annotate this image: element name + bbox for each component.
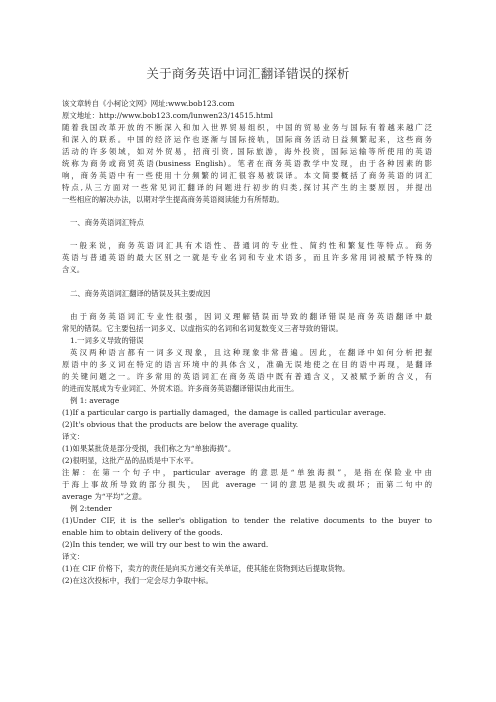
intro-line: 特点,从三方面对一些常见词汇翻译的问题进行初步的归类,探讨其产生的主要原因，并提出 — [62, 183, 432, 192]
example-translation: (2)在这次投标中，我们一定会尽力争取中标。 — [62, 576, 213, 585]
example-sentence: (1)If a particular cargo is partially damaged，the damage is called particular average. — [62, 408, 386, 417]
example-label: 例 1: average — [70, 396, 120, 405]
example-label: 例 2:tender — [70, 504, 112, 513]
example-sentence: (1)Under CIF, it is the seller's obligation to tender the relative documents to the buyer to — [62, 516, 432, 525]
subsection-heading: 1.一词多义导致的错误 — [70, 336, 144, 345]
sub1-line: 的进而发展成为专业词汇、外贸术语。许多商务英语翻译错误由此而生。 — [62, 384, 299, 393]
section2-line: 常见的错误。它主要包括一词多义、以虚指实的名词和名词复数变义三者导致的错误。 — [62, 324, 343, 333]
sub1-line: 英汉两种语言都有一词多义现象，且这种现象非常普遍。因此，在翻译中如何分析把握 — [70, 348, 432, 357]
section1-line: 一般来说，商务英语词汇具有术语性、普通词的专业性、简约性和繁复性等特点。商务 — [70, 241, 432, 250]
intro-line: 和深入的联系。中国的经济运作也逐渐与国际接轨，国际商务活动日益频繁起来，这些商务 — [62, 135, 432, 144]
translation-label: 译文： — [62, 432, 85, 441]
example-translation: (1)如果某批货是部分受损，我们称之为“单独海损”。 — [62, 444, 236, 453]
section-heading: 二、商务英语词汇翻译的错误及其主要成因 — [70, 289, 211, 298]
section-heading: 一、商务英语词汇特点 — [70, 218, 144, 227]
note-line: average 为“平均”之意。 — [62, 492, 147, 501]
translation-label: 译文： — [62, 552, 85, 561]
url-line[interactable]: 原文地址：http://www.bob123.com/lunwen23/14515.html — [62, 111, 273, 120]
source-line: 该文章转自《小柯论文网》网址:www.bob123.com — [62, 99, 235, 108]
example-translation: (2)很明显，这批产品的品质是中下水平。 — [62, 456, 199, 465]
note-line: 于海上事故所导致的部分损失， 因此 average 一词的意思是损失或损坏；而第二句中的 — [62, 480, 432, 489]
intro-line: 活动的许多领域，如对外贸易，招商引资, 国际旅游，海外投资，国际运输等所使用的英语 — [62, 147, 432, 156]
note-line: 注解：在第一个句子中，particular average 的意思是“单独海损”，是指在保险业中由 — [62, 468, 432, 477]
example-sentence: enable him to obtain delivery of the goods. — [62, 528, 223, 537]
example-sentence: (2)In this tender, we will try our best to win the award. — [62, 540, 269, 549]
example-translation: (1)在 CIF 价格下，卖方的责任是向买方递交有关单证，使其能在货物到达后提取货物。 — [62, 564, 350, 573]
document-title: 关于商务英语中词汇翻译错误的探析 — [146, 66, 350, 81]
intro-line: 响，商务英语中有一些使用十分频繁的词汇很容易被误译。本文简要概括了商务英语的词汇 — [62, 171, 432, 180]
section1-line: 英语与普通英语的最大区别之一就是专业名词和专业术语多，而且许多常用词被赋予特殊的 — [62, 253, 432, 262]
sub1-line: 原语中的多义词在特定的语言环境中的具体含义，准确无误地使之在目的语中再现，是翻译 — [62, 360, 432, 369]
example-sentence: (2)It's obvious that the products are below the average quality. — [62, 420, 299, 429]
sub1-line: 的关键问题之一。许多常用的英语词汇在商务英语中既有普通含义，又被赋予新的含义，有 — [62, 372, 432, 381]
section1-line: 含义。 — [62, 265, 85, 274]
intro-line: 统称为商务或商贸英语(business English)。笔者在商务英语教学中发现，由于各种因素的影 — [62, 159, 432, 168]
intro-line: 一些相应的解决办法，以期对学生提高商务英语阅读能力有所帮助。 — [62, 195, 284, 204]
section2-line: 由于商务英语词汇专业性很强，因词义理解错误而导致的翻译错误是商务英语翻译中最 — [70, 312, 432, 321]
intro-line: 随着我国改革开放的不断深入和加入世界贸易组织，中国的贸易业务与国际有着越来越广泛 — [62, 123, 432, 132]
